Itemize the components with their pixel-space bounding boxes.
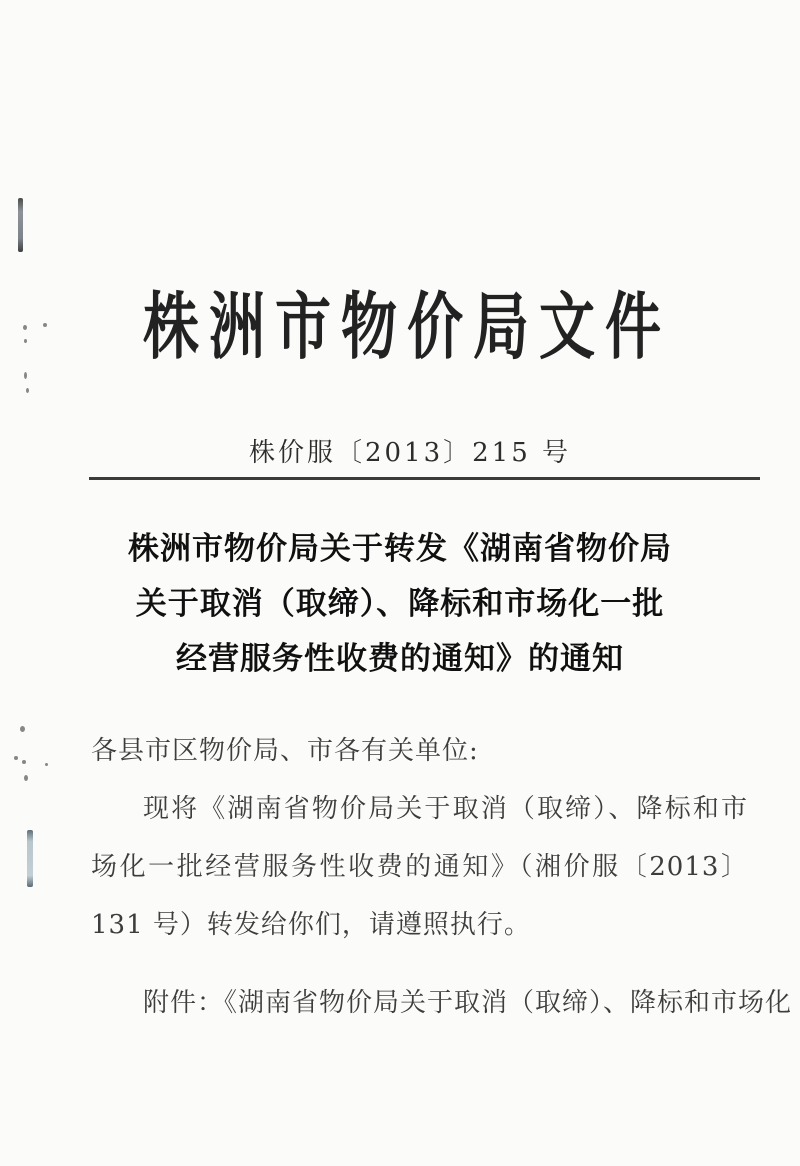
notice-title (0, 522, 800, 687)
document-body (91, 722, 793, 1032)
scan-speck (24, 775, 28, 781)
scan-speck (20, 726, 25, 732)
header-divider-rule (89, 477, 760, 480)
staple-mark-top (18, 198, 23, 252)
body-paragraph: 现将《湖南省物价局关于取消（取缔）、降标和市场化一批经营服务性收费的通知》（湘价服〔2013〕131 号）转发给你们，请遵照执行。 (91, 794, 748, 940)
attachment-line: 附件：《湖南省物价局关于取消（取缔）、降标和市场化 (143, 988, 793, 1018)
document-number: 株价服〔2013〕215 号 (248, 438, 572, 468)
notice-title-line-3: 经营服务性收费的通知》的通知 (176, 641, 624, 677)
agency-masthead-title: 株洲市物价局文件 (143, 284, 671, 371)
notice-title-line-1: 株洲市物价局关于转发《湖南省物价局 (128, 531, 672, 567)
salutation-line: 各县市区物价局、市各有关单位: (91, 736, 479, 766)
notice-title-line-2: 关于取消（取缔）、降标和市场化一批 (135, 586, 665, 622)
scan-speck (45, 763, 48, 766)
scan-speck (14, 756, 18, 760)
scan-speck (22, 760, 26, 764)
staple-mark-bottom (27, 830, 33, 887)
scan-speck (26, 388, 29, 393)
